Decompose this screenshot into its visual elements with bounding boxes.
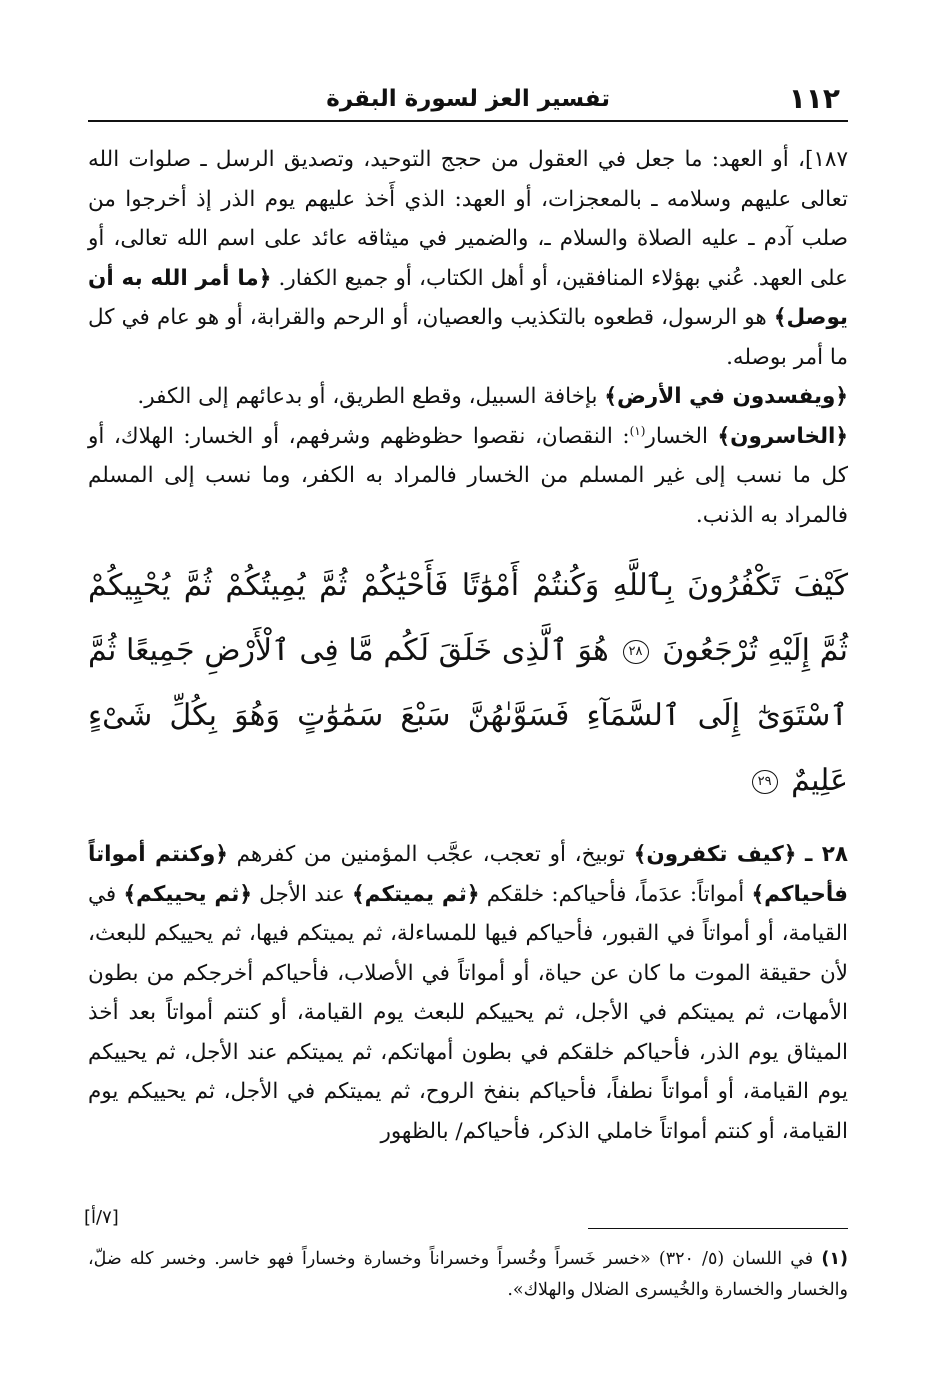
paragraph-corruption: [88, 377, 848, 417]
quran-quote: ﴿ثم يحييكم﴾: [123, 881, 252, 907]
text-segment: ١٨٧]، أو العهد: ما جعل في العقول من حجج التوحيد، وتصديق الرسل ـ صلوات الله تعالى عليهم وسلامه ـ بالمعجزات، أو العهد: الذي أَخذ عليهم يوم الذر إذ أخرجوا من صلب آدم ـ عليه الصلاة والسلام ـ، والضمير في ميثاقه عائد على اسم الله تعالى، أو على العهد. عُني بهؤلاء المنافقين، أو أهل الكتاب، أو جميع الكفار.: [88, 147, 848, 291]
footnote-item: [88, 1244, 848, 1306]
ayah-number-marker: ٢٩: [752, 770, 778, 794]
verse-number-label: ٢٨ ـ: [805, 842, 848, 867]
quran-quote: ﴿الخاسرون﴾: [717, 423, 848, 449]
text-segment: : النقصان، نقصوا حظوظهم وشرفهم، أو الخسار: الهلاك، أو كل ما نسب إلى غير المسلم من الخسار فالمراد به الكفر، وما نسب إلى المسلم فالمراد به الذنب.: [88, 423, 848, 528]
page-header: [88, 70, 848, 122]
quran-quote: ﴿ما أمر الله به أن يوصل﴾: [88, 265, 848, 330]
commentary-paragraph: [88, 835, 848, 1151]
commentary-continued: [88, 140, 848, 535]
quran-quote: ﴿وكنتم أمواتاً فأحياكم﴾: [88, 842, 848, 907]
text-segment: عند الأجل: [259, 881, 345, 907]
text-segment: توبيخ، أو تعجب، عجَّب المؤمنين من كفرهم: [236, 842, 626, 867]
footnote-text: في اللسان (٥/ ٣٢٠) «خسر خَسراً وخُسراً وخسراناً وخسارة وخساراً فهو خاسر. وخسر كله ضلّ، والخسار والخسارة والخُيسرى الضلال والهلاك».: [88, 1249, 848, 1300]
verse-29-part1: هُوَ ٱلَّذِى خَلَقَ لَكُم مَّا فِى ٱلْأَرْضِ جَمِيعًا ثُمَّ ٱسْتَوَىٰٓ إِلَى ٱلسَّمَآءِ: [88, 633, 848, 733]
text-segment: بإخافة السبيل، وقطع الطريق، أو بدعائهم إلى الكفر.: [137, 384, 598, 409]
text-segment: أمواتاً: عدَماً، فأحياكم: خلقكم: [486, 881, 745, 907]
footnotes: [88, 1244, 848, 1306]
manuscript-folio-ref: [٧/أ]: [84, 1207, 119, 1228]
paragraph-covenant: [88, 140, 848, 377]
book-page: [84, 70, 849, 1300]
ayah-number-marker: ٢٨: [623, 640, 649, 664]
footnote-divider: [588, 1228, 848, 1229]
verse-28: كَيْفَ تَكْفُرُونَ بِٱللَّهِ وَكُنتُمْ أَمْوَٰتًا فَأَحْيَٰكُمْ ثُمَّ يُمِيتُكُمْ ثُمَّ يُحْيِيكُمْ ثُمَّ إِلَيْهِ تُرْجَعُونَ: [88, 568, 849, 668]
text-segment: الخسار: [645, 423, 708, 449]
quran-quote: ﴿ويفسدون في الأرض﴾: [604, 384, 848, 409]
paragraph-losers: [88, 417, 848, 536]
verse-29-part2: فَسَوَّىٰهُنَّ سَبْعَ سَمَٰوَٰتٍ وَهُوَ بِكُلِّ شَىْءٍ عَلِيمٌ: [88, 698, 848, 798]
commentary-verse-28: [88, 835, 848, 1151]
footnote-reference[interactable]: (١): [629, 423, 646, 438]
text-segment: هو الرسول، قطعوه بالتكذيب والعصيان، أو الرحم والقرابة، أو هو عام في كل ما أمر بوصله.: [88, 305, 848, 370]
footnote-number: (١): [821, 1249, 848, 1269]
running-title: تفسير العز لسورة البقرة: [326, 86, 610, 112]
page-number: ١١٢: [788, 82, 840, 115]
text-segment: في القيامة، أو أمواتاً في القبور، فأحياكم فيها للمساءلة، ثم يميتكم فيها، ثم يحييكم للبعث، لأن حقيقة الموت ما كان عن حياة، أو أمواتاً في الأصلاب، فأحياكم أخرجكم من بطون الأمهات، ثم يميتكم في الأجل، ثم يحييكم للبعث يوم القيامة، أو كنتم أمواتاً بعد أخذ الميثاق يوم الذر، فأحياكم خلقكم في بطون أمهاتكم، ثم يميتكم عند الأجل، ثم يحييكم يوم القيامة، أو أمواتاً نطفاً، فأحياكم بنفخ الروح، ثم يميتكم في الأجل، ثم يحييكم يوم القيامة، أو كنتم أمواتاً خاملي الذكر، فأحياكم/ بالظهور: [88, 881, 848, 1144]
verse-text: [88, 553, 848, 813]
quran-verses: [88, 553, 848, 813]
quran-quote: ﴿كيف تكفرون﴾: [633, 842, 797, 867]
quran-quote: ﴿ثم يميتكم﴾: [352, 881, 480, 907]
